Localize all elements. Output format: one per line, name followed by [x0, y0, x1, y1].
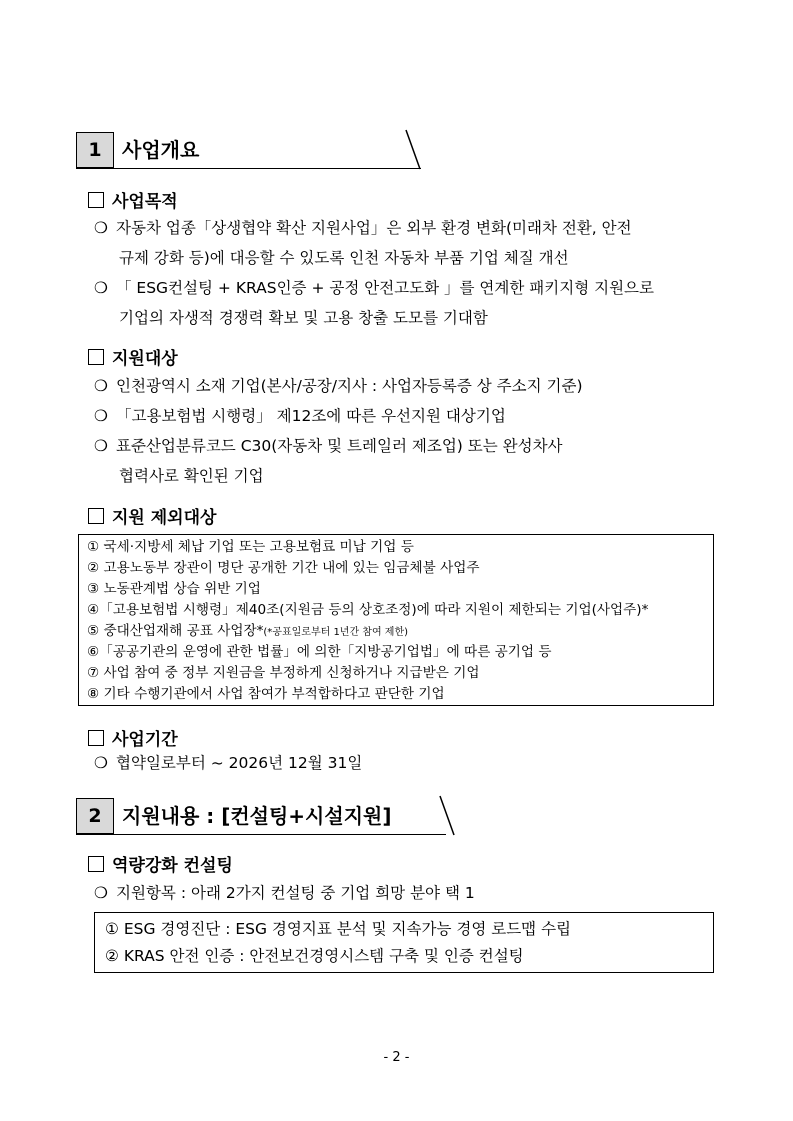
list-item: ❍ 지원항목 : 아래 2가지 컨설팅 중 기업 희망 분야 택 1: [94, 884, 475, 902]
list-item-continuation: 규제 강화 등)에 대응할 수 있도록 인천 자동차 부품 기업 체질 개선: [119, 249, 569, 267]
list-item-continuation: 기업의 자생적 경쟁력 확보 및 고용 창출 도모를 기대함: [119, 309, 488, 327]
list-item: ❍ 「 ESG컨설팅 + KRAS인증 + 공정 안전고도화 」를 연계한 패키지형 지원으로: [94, 279, 654, 297]
subheading-consulting: 역량강화 컨설팅: [88, 851, 233, 876]
exclusion-item: ⑦ 사업 참여 중 정부 지원금을 부정하게 신청하거나 지급받은 기업: [87, 665, 480, 681]
subheading-exclusion: 지원 제외대상: [88, 503, 216, 528]
section-number: 2: [76, 798, 114, 834]
section-underline: [76, 168, 421, 169]
section-title: 지원내용 : [컨설팅+시설지원]: [122, 804, 392, 828]
subheading-period: 사업기간: [88, 725, 178, 750]
list-item: ❍ 인천광역시 소재 기업(본사/공장/지사 : 사업자등록증 상 주소지 기준): [94, 377, 583, 395]
exclusion-note: (*공표일로부터 1년간 참여 제한): [263, 627, 409, 638]
section-1-header: [76, 132, 421, 170]
checkbox-square-icon: [88, 349, 104, 365]
circle-bullet-icon: ❍: [94, 407, 108, 425]
list-item: ❍ 협약일로부터 ~ 2026년 12월 31일: [94, 754, 363, 772]
subheading-purpose: 사업목적: [88, 187, 178, 212]
checkbox-square-icon: [88, 730, 104, 746]
checkbox-square-icon: [88, 508, 104, 524]
circle-bullet-icon: ❍: [94, 279, 108, 297]
exclusion-item: ④「고용보험법 시행령」제40조(지원금 등의 상호조정)에 따라 지원이 제한되는 기업(사업주)*: [87, 602, 649, 618]
checkbox-square-icon: [88, 192, 104, 208]
circle-bullet-icon: ❍: [94, 219, 108, 237]
section-2-header: [76, 798, 446, 836]
section-2-slash: [438, 794, 456, 838]
list-item: ❍ 자동차 업종「상생협약 확산 지원사업」은 외부 환경 변화(미래차 전환, 안전: [94, 219, 632, 237]
section-underline: [76, 834, 446, 835]
list-item-continuation: 협력사로 확인된 기업: [119, 467, 264, 485]
exclusion-item: ⑤ 중대산업재해 공표 사업장*(*공표일로부터 1년간 참여 제한): [87, 623, 409, 639]
section-title: 사업개요: [122, 138, 200, 162]
exclusion-box: [78, 534, 714, 706]
exclusion-item: ② 고용노동부 장관이 명단 공개한 기간 내에 있는 임금체불 사업주: [87, 560, 480, 576]
consulting-option: ① ESG 경영진단 : ESG 경영지표 분석 및 지속가능 경영 로드맵 수립: [105, 920, 572, 938]
list-item: ❍ 표준산업분류코드 C30(자동차 및 트레일러 제조업) 또는 완성차사: [94, 437, 563, 455]
page-number: - 2 -: [383, 1050, 410, 1065]
section-number: 1: [76, 132, 114, 168]
consulting-option: ② KRAS 안전 인증 : 안전보건경영시스템 구축 및 인증 컨설팅: [105, 947, 524, 965]
circle-bullet-icon: ❍: [94, 754, 108, 772]
consulting-options-box: [94, 912, 714, 973]
subheading-target: 지원대상: [88, 344, 178, 369]
circle-bullet-icon: ❍: [94, 437, 108, 455]
checkbox-square-icon: [88, 856, 104, 872]
exclusion-item: ① 국세·지방세 체납 기업 또는 고용보험료 미납 기업 등: [87, 539, 414, 555]
exclusion-item: ⑧ 기타 수행기관에서 사업 참여가 부적합하다고 판단한 기업: [87, 686, 445, 702]
exclusion-item: ⑥「공공기관의 운영에 관한 법률」에 의한「지방공기업법」에 따른 공기업 등: [87, 644, 552, 660]
list-item: ❍ 「고용보험법 시행령」 제12조에 따른 우선지원 대상기업: [94, 407, 506, 425]
section-1-slash: [404, 128, 422, 172]
exclusion-item: ③ 노동관계법 상습 위반 기업: [87, 581, 261, 597]
circle-bullet-icon: ❍: [94, 884, 108, 902]
circle-bullet-icon: ❍: [94, 377, 108, 395]
